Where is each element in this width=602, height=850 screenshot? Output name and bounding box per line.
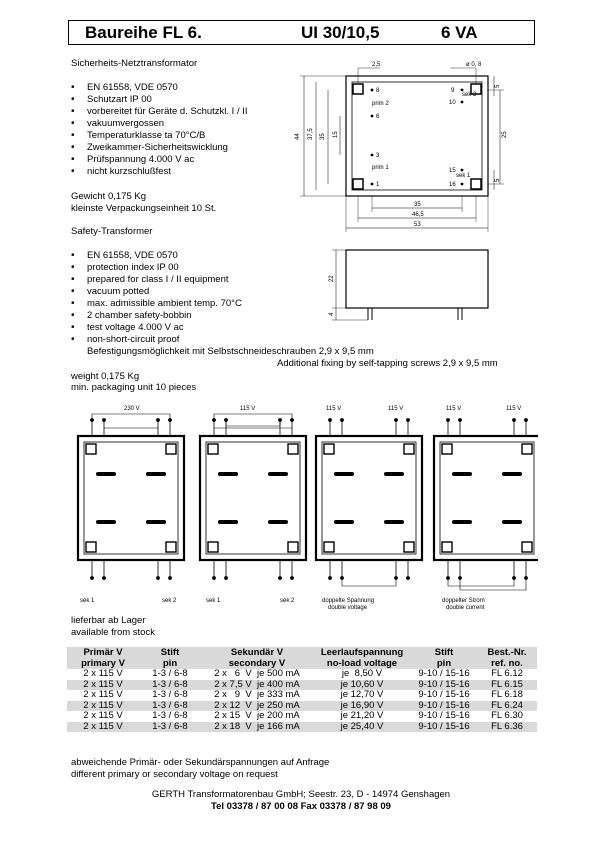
core-title: UI 30/10,5 [301,23,380,42]
footer-contact: Tel 03378 / 87 00 08 Fax 03378 / 87 98 09 [211,801,391,812]
power-title: 6 VA [441,23,478,42]
cell-primary: 2 x 115 V [67,722,139,733]
dimension-drawing-top-view [290,58,520,238]
dim-44: 44 [295,133,301,140]
dim-22: 22 [329,275,335,282]
schematic-2-sek2-label: sek 2 [280,598,295,604]
schematic-3-note-de: doppelte Spannung [322,598,375,604]
cell-primary: 2 x 115 V [83,668,123,679]
cell-noload: je 21,20 V [340,710,384,721]
cell-ref: FL 6.18 [491,689,523,700]
cell-pin2: 9-10 / 15-16 [411,722,477,733]
header-secondary-de: Sekundär V [201,647,313,658]
dim-2-5: 2,5 [372,62,381,68]
dim-35-horizontal: 35 [414,202,421,208]
english-feature: • vacuum potted [71,286,301,298]
dim-5-bottom: 5 [495,178,501,182]
cell-ref: FL 6.15 [477,680,537,691]
cell-noload: je 16,90 V [313,701,411,712]
header-pin2-en: pin [411,658,477,669]
english-packaging: min. packaging unit 10 pieces [71,382,197,393]
english-feature-list [71,250,301,346]
english-title: Safety-Transformer [71,226,153,237]
custom-voltage-note-en: different primary or secondary voltage on request [71,769,278,780]
english-feature: • non-short-circuit proof [71,334,301,346]
english-feature: • EN 61558, VDE 0570 [71,250,301,262]
header-box [68,20,535,45]
schematic-4-top-right-label: 115 V [506,406,522,412]
dim-4: 4 [329,312,335,316]
cell-pin2: 9-10 / 15-16 [418,668,470,679]
cell-pin2: 9-10 / 15-16 [418,689,470,700]
header-noload-de: Leerlaufspannung [313,647,411,658]
cell-secondary: 2 x 9 V je 333 mA [214,689,300,700]
cell-noload: je 25,40 V [313,722,411,733]
header-ref-de: Best.-Nr. [477,647,537,658]
dim-37-5: 37,5 [308,128,314,140]
wiring-schematics [68,398,538,618]
dim-15: 15 [333,131,339,138]
schematic-3-note-en: double voltage [328,605,368,611]
custom-voltage-note-de: abweichende Primär- oder Sekundärspannungen auf Anfrage [71,757,330,768]
english-feature: • 2 chamber safety-bobbin [71,310,301,322]
cell-noload: je 8,50 V [341,668,383,679]
dim-53: 53 [414,222,421,228]
schematic-4-note-de: doppelter Strom [442,598,485,604]
german-feature-list [71,82,301,178]
pin-16: 16 [449,182,456,188]
pin-8: 8 [376,88,380,94]
footer-company: GERTH Transformatorenbau GmbH; Seestr. 23, D - 14974 Genshagen [151,789,451,800]
schematic-4-note-en: double current [446,605,485,611]
schematic-2-top-left-label: 115 V [240,406,256,412]
cell-pin: 1-3 / 6-8 [139,701,201,712]
header-secondary-en: secondary V [201,658,313,669]
german-weight: Gewicht 0,175 Kg [71,191,146,202]
dim-35-vertical: 35 [320,133,326,140]
schematic-1-sek2-label: sek 2 [162,598,177,604]
stock-german: lieferbar ab Lager [71,615,146,626]
german-title: Sicherheits-Netztransformator [71,58,198,69]
cell-noload: je 12,70 V [340,689,384,700]
series-title: Baureihe FL 6. [85,23,202,42]
cell-pin2: 9-10 / 15-16 [411,680,477,691]
german-feature: • vakuumvergossen [71,118,301,130]
cell-secondary: 2 x 12 V je 250 mA [201,701,313,712]
schematic-1-sek1-label: sek 1 [80,598,95,604]
header-primary-de: Primär V [67,647,139,658]
header-pin2-de: Stift [411,647,477,658]
header-pin-de: Stift [139,647,201,658]
cell-ref: FL 6.30 [491,710,523,721]
cell-secondary: 2 x 18 V je 166 mA [201,722,313,733]
cell-secondary: 2 x 7,5 V je 400 mA [201,680,313,691]
english-feature: • test voltage 4.000 V ac [71,322,301,334]
cell-primary: 2 x 115 V [83,710,123,721]
pin-6: 6 [376,114,380,120]
cell-primary: 2 x 115 V [67,680,139,691]
pin-9: 9 [451,88,455,94]
cell-pin: 1-3 / 6-8 [152,668,188,679]
label-prim-2: prim 2 [372,101,389,107]
dim-5-top: 5 [495,84,501,88]
schematic-3-top-right-label: 115 V [388,406,404,412]
german-feature: • Prüfspannung 4.000 V ac [71,154,301,166]
cell-pin: 1-3 / 6-8 [139,722,201,733]
cell-secondary: 2 x 15 V je 200 mA [214,710,300,721]
header-ref-en: ref. no. [477,658,537,669]
label-sek-1: sek 1 [456,173,471,179]
german-feature: • Zweikammer-Sicherheitswicklung [71,142,301,154]
fixing-german: Befestigungsmöglichkeit mit Selbstschneideschrauben 2,9 x 9,5 mm [87,346,374,357]
schematic-2-sek1-label: sek 1 [206,598,221,604]
german-feature: • Schutzart IP 00 [71,94,301,106]
cell-primary: 2 x 115 V [83,689,123,700]
cell-pin: 1-3 / 6-8 [152,689,188,700]
cell-noload: je 10,60 V [313,680,411,691]
spec-table [67,647,537,732]
table-row [67,690,537,701]
fixing-english: Additional fixing by self-tapping screws 2,9 x 9,5 mm [277,358,498,369]
german-feature: • vorbereitet für Geräte d. Schutzkl. I / II [71,106,301,118]
pin-3: 3 [376,153,380,159]
header-noload-en: no-load voltage [313,658,411,669]
english-feature: • max. admissible ambient temp. 70°C [71,298,301,310]
cell-ref: FL 6.24 [477,701,537,712]
label-prim-1: prim 1 [372,165,389,171]
table-row [67,711,537,722]
schematic-1-top-left-label: 230 V [124,406,140,412]
cell-ref: FL 6.12 [491,668,523,679]
pin-15: 15 [449,168,456,174]
label-sek-2: sek 2 [462,92,477,98]
table-row [67,722,537,733]
pin-10: 10 [449,100,456,106]
dimension-drawing-side-view [320,244,490,324]
pin-1: 1 [376,182,380,188]
german-packaging: kleinste Verpackungseinheit 10 St. [71,203,217,214]
german-feature: • EN 61558, VDE 0570 [71,82,301,94]
cell-ref: FL 6.36 [477,722,537,733]
cell-primary: 2 x 115 V [67,701,139,712]
german-feature: • Temperaturklasse ta 70°C/B [71,130,301,142]
english-feature: • protection index IP 00 [71,262,301,274]
table-header-row-de [67,647,537,658]
stock-english: available from stock [71,627,155,638]
header-pin-en: pin [139,658,201,669]
cell-secondary: 2 x 6 V je 500 mA [214,668,300,679]
cell-pin: 1-3 / 6-8 [139,680,201,691]
dim-25: 25 [502,131,508,138]
table-row [67,669,537,680]
german-feature: • nicht kurzschlußfest [71,166,301,178]
cell-pin2: 9-10 / 15-16 [418,710,470,721]
schematic-4-top-left-label: 115 V [446,406,462,412]
dim-46-5: 46,5 [412,212,424,218]
schematic-3-top-left-label: 115 V [326,406,342,412]
english-weight: weight 0,175 Kg [71,371,140,382]
dim-pin-diameter: ø 0, 8 [466,62,482,68]
cell-pin2: 9-10 / 15-16 [411,701,477,712]
english-feature: • prepared for class I / II equipment [71,274,301,286]
header-primary-en: primary V [67,658,139,669]
cell-pin: 1-3 / 6-8 [152,710,188,721]
